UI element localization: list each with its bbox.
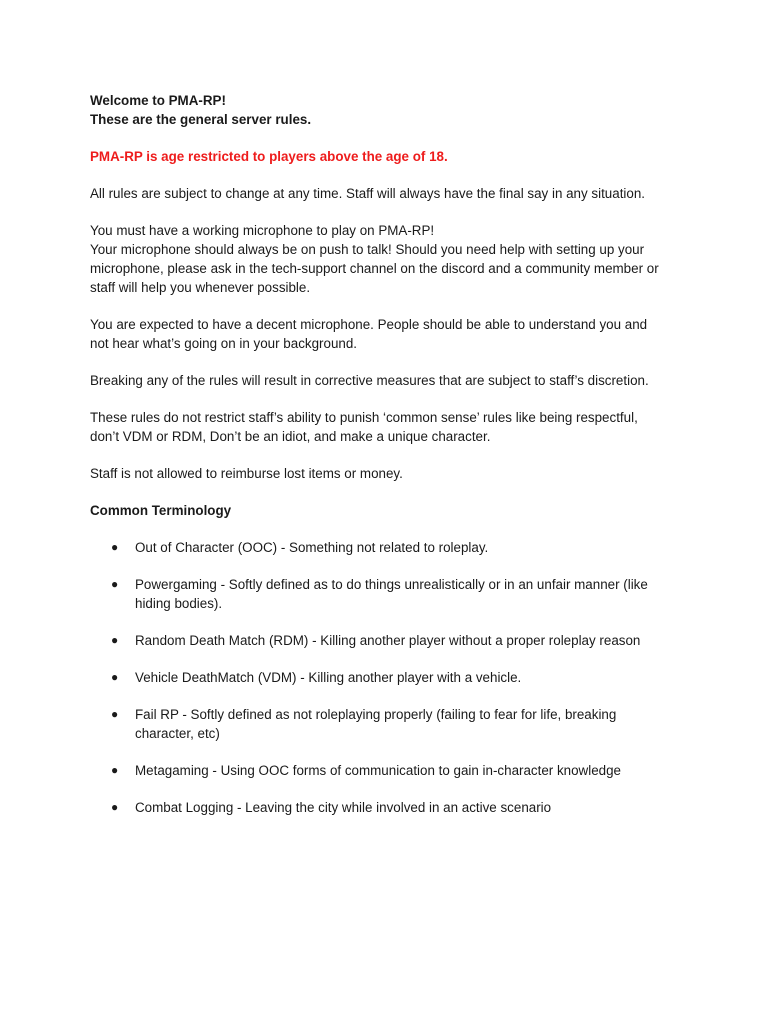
bullet-icon: ●	[111, 707, 119, 721]
push-to-talk-line: Your microphone should always be on push to talk! Should you need help with setting up your	[90, 242, 645, 257]
term-line: Metagaming - Using OOC forms of communication to gain in-character knowledge	[135, 763, 621, 778]
document-page	[90, 91, 690, 817]
list-item	[90, 575, 690, 613]
common-sense-paragraph	[90, 408, 690, 446]
list-item	[90, 631, 690, 650]
terminology-heading: Common Terminology	[90, 503, 232, 518]
microphone-paragraph	[90, 221, 690, 297]
common-sense-line: don’t VDM or RDM, Don’t be an idiot, and make a unique character.	[90, 429, 491, 444]
push-to-talk-line: staff will help you whenever possible.	[90, 280, 311, 295]
decent-mic-paragraph	[90, 315, 690, 353]
term-line: Vehicle DeathMatch (VDM) - Killing another player with a vehicle.	[135, 670, 522, 685]
rules-subtitle: These are the general server rules.	[90, 112, 312, 127]
list-item	[90, 798, 690, 817]
bullet-icon: ●	[111, 577, 119, 591]
list-item	[90, 668, 690, 687]
bullet-icon: ●	[111, 633, 119, 647]
term-line: Powergaming - Softly defined as to do things unrealistically or in an unfair manner (like	[135, 577, 648, 592]
age-restriction-notice: PMA-RP is age restricted to players above the age of 18.	[90, 149, 448, 164]
term-line: Random Death Match (RDM) - Killing another player without a proper roleplay reason	[135, 633, 641, 648]
welcome-heading: Welcome to PMA-RP!	[90, 93, 226, 108]
term-line: Out of Character (OOC) - Something not related to roleplay.	[135, 540, 489, 555]
bullet-icon: ●	[111, 540, 119, 554]
bullet-icon: ●	[111, 670, 119, 684]
common-sense-line: These rules do not restrict staff’s ability to punish ‘common sense’ rules like being respectful,	[90, 410, 638, 425]
mic-required-line: You must have a working microphone to play on PMA-RP!	[90, 223, 435, 238]
terminology-list	[90, 538, 690, 817]
term-line: Combat Logging - Leaving the city while involved in an active scenario	[135, 800, 552, 815]
decent-mic-line: You are expected to have a decent microphone. People should be able to understand you and	[90, 317, 648, 332]
breaking-rules-paragraph: Breaking any of the rules will result in corrective measures that are subject to staff’s discretion.	[90, 373, 649, 388]
list-item	[90, 538, 690, 557]
list-item	[90, 705, 690, 743]
term-line-continued: character, etc)	[135, 726, 220, 741]
decent-mic-line: not hear what’s going on in your background.	[90, 336, 358, 351]
bullet-icon: ●	[111, 800, 119, 814]
term-line: Fail RP - Softly defined as not roleplaying properly (failing to fear for life, breaking	[135, 707, 617, 722]
term-line-continued: hiding bodies).	[135, 596, 223, 611]
push-to-talk-line: microphone, please ask in the tech-support channel on the discord and a community member or	[90, 261, 659, 276]
bullet-icon: ●	[111, 763, 119, 777]
reimburse-paragraph: Staff is not allowed to reimburse lost items or money.	[90, 466, 403, 481]
rules-change-paragraph: All rules are subject to change at any time. Staff will always have the final say in any situation.	[90, 186, 646, 201]
list-item	[90, 761, 690, 780]
